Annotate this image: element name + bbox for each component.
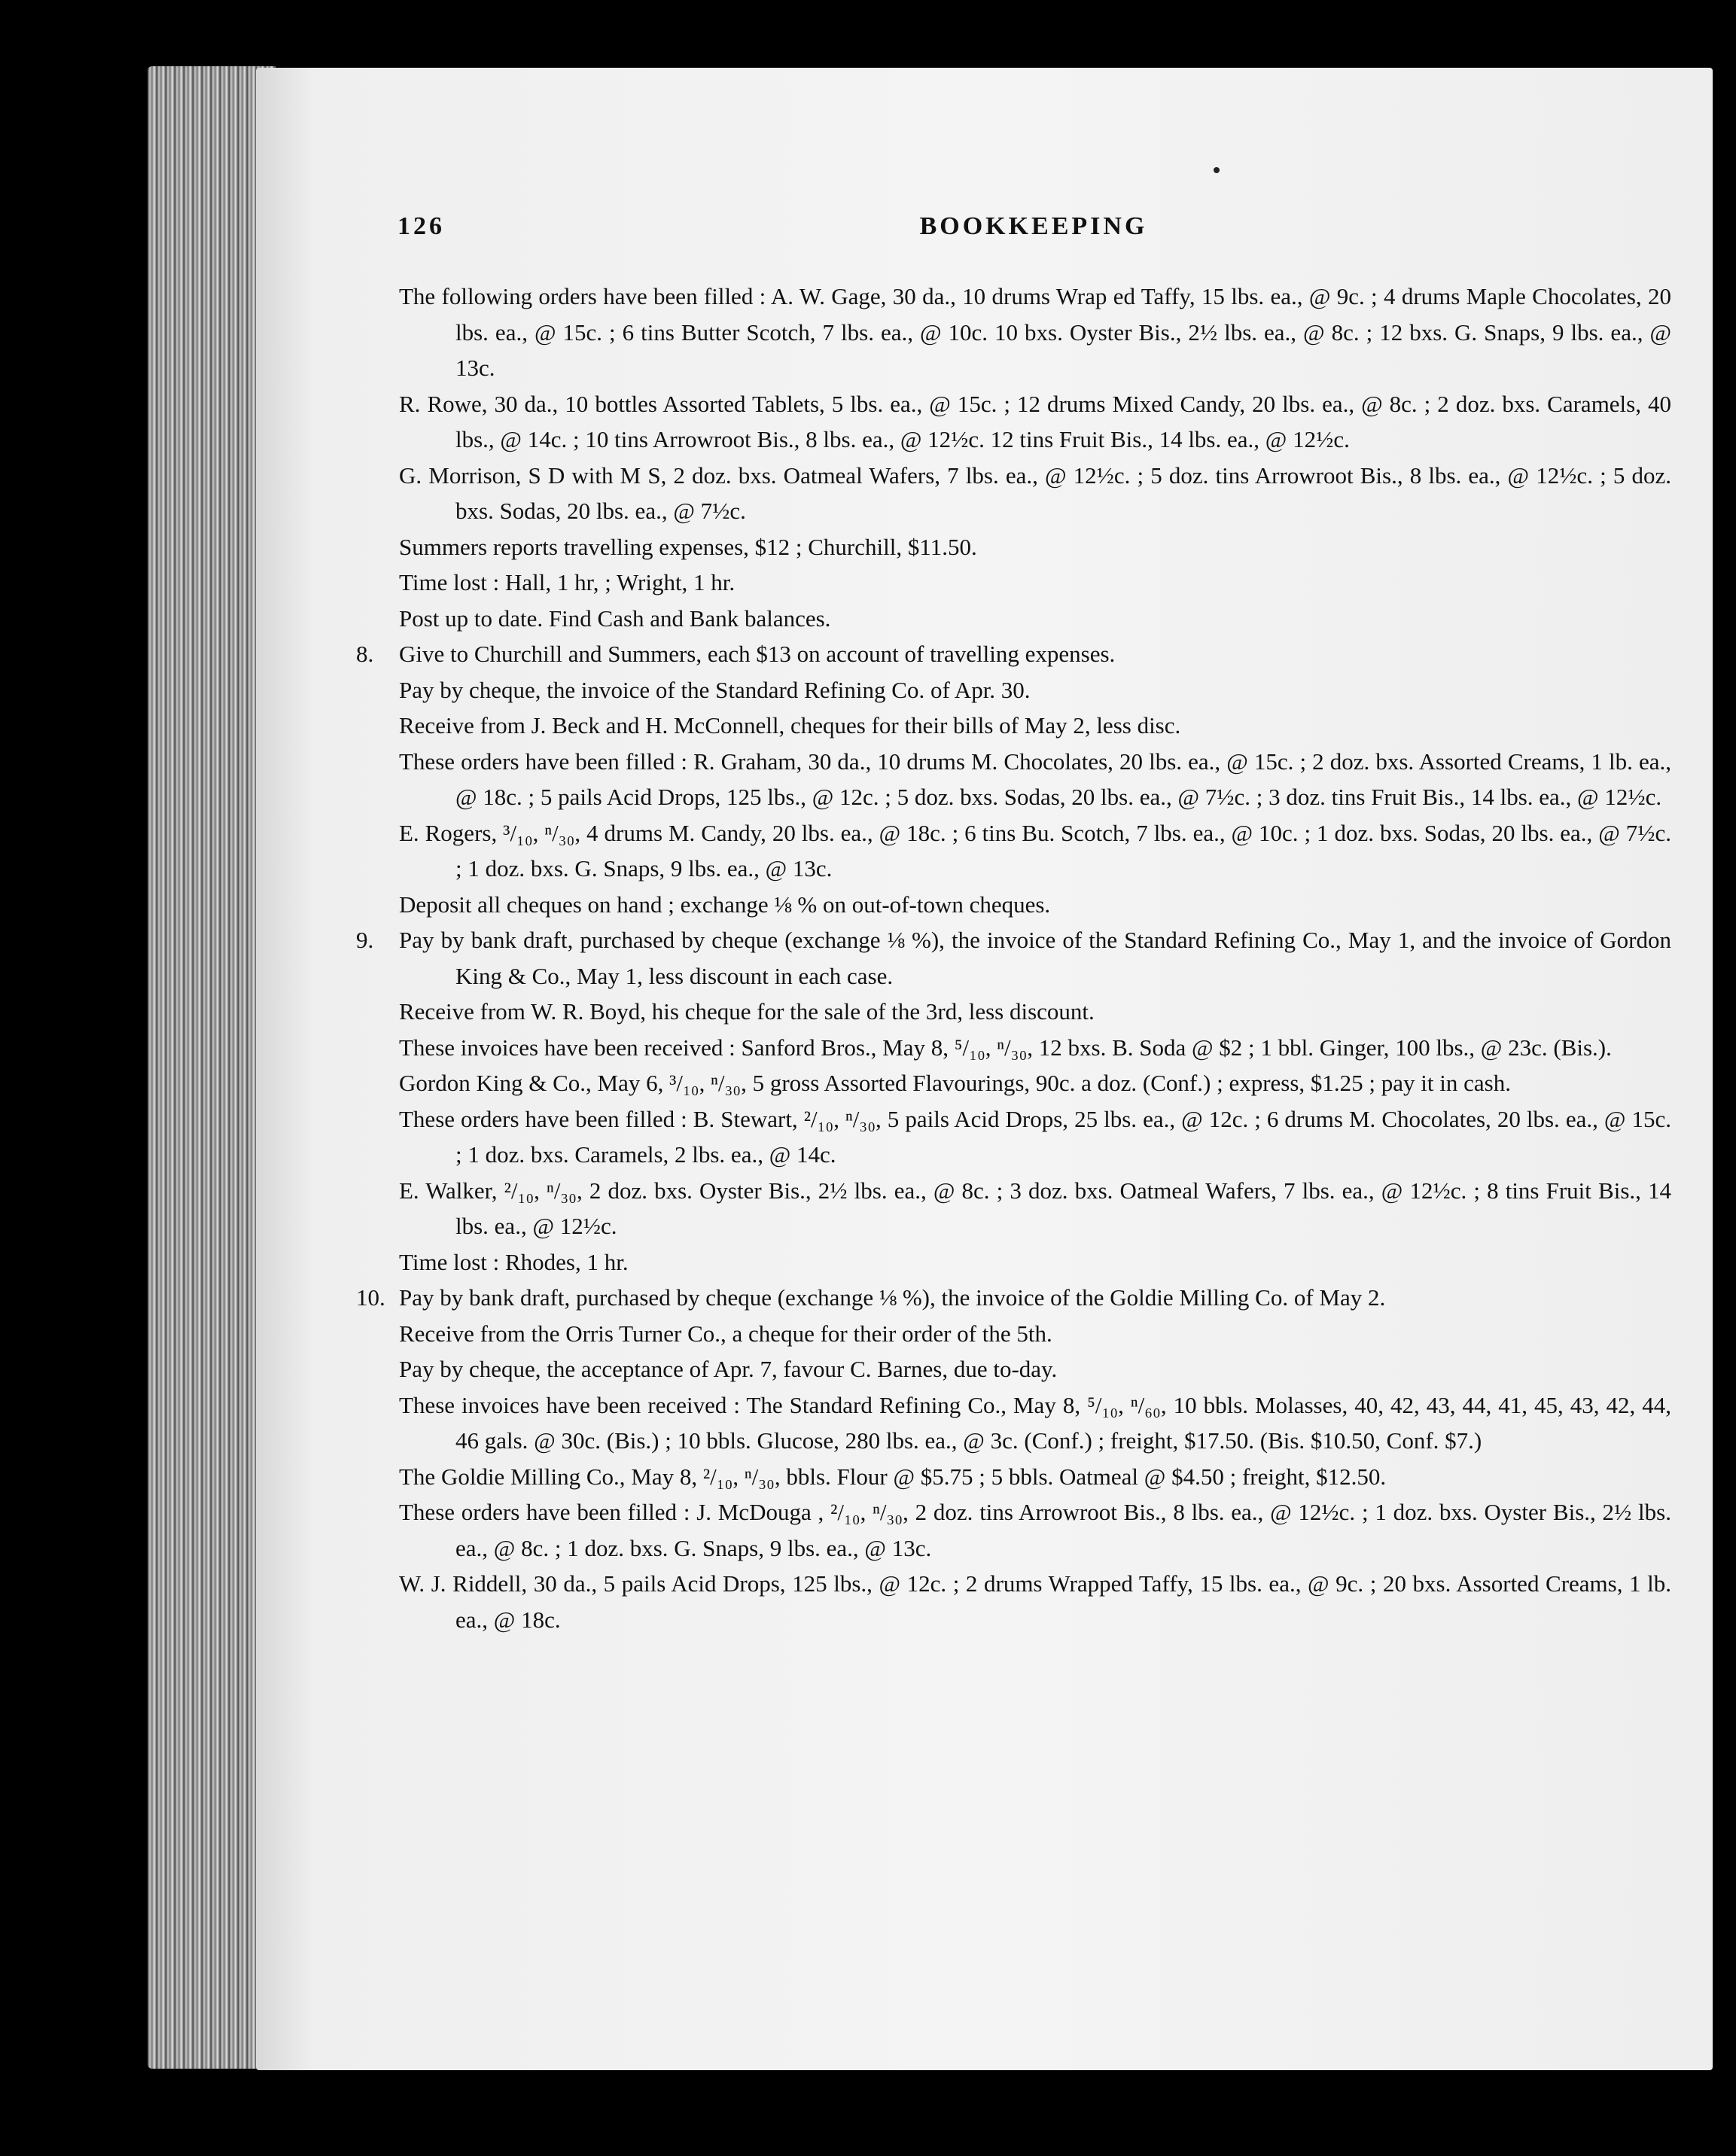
page-header <box>397 212 1670 250</box>
page-number: 126 <box>397 212 445 240</box>
entry-text: These orders have been filled : J. McDouga , ²/₁₀, ⁿ/₃₀, 2 doz. tins Arrowroot Bis., 8 lbs. ea., @ 12½c. ; 1 doz. bxs. Oyster Bis., 2½ lbs. ea., @ 8c. ; 1 doz. bxs. G. Snaps, 9 lbs. ea., @ 13c. <box>399 1499 1671 1561</box>
ledger-entry <box>356 636 1671 672</box>
entry-text: G. Morrison, S D with M S, 2 doz. bxs. Oatmeal Wafers, 7 lbs. ea., @ 12½c. ; 5 doz. tins Arrowroot Bis., 8 lbs. ea., @ 12½c. ; 5 doz. bxs. Sodas, 20 lbs. ea., @ 7½c. <box>399 461 1671 524</box>
entry-text: These invoices have been received : The Standard Refining Co., May 8, ⁵/₁₀, ⁿ/₆₀, 10 bbls. Molasses, 40, 42, 43, 44, 41, 45, 43, 42, 44, 46 gals. @ 30c. (Bis.) ; 10 bbls. Glucose, 280 lbs. ea., @ 3c. (Conf.) ; freight, $17.50. (Bis. $10.50, Conf. $7.) <box>399 1391 1671 1454</box>
entry-text: Deposit all cheques on hand ; exchange ⅛ % on out-of-town cheques. <box>399 891 1051 918</box>
ledger-entry <box>399 1387 1671 1459</box>
ink-speck <box>1214 167 1220 173</box>
entry-text: These orders have been filled : R. Graham, 30 da., 10 drums M. Chocolates, 20 lbs. ea., @ 15c. ; 2 doz. bxs. Assorted Creams, 1 lb. ea., @ 18c. ; 5 pails Acid Drops, 125 lbs., @ 12c. ; 5 doz. bxs. Sodas, 20 lbs. ea., @ 7½c. ; 3 doz. tins Fruit Bis., 14 lbs. ea., @ 12½c. <box>399 748 1671 810</box>
ledger-entry <box>399 1316 1671 1352</box>
ledger-entry <box>399 529 1671 565</box>
entry-day: 10. <box>356 1284 385 1311</box>
entry-text: Time lost : Rhodes, 1 hr. <box>399 1248 629 1275</box>
entry-text: E. Walker, ²/₁₀, ⁿ/₃₀, 2 doz. bxs. Oyster Bis., 2½ lbs. ea., @ 8c. ; 3 doz. bxs. Oatmeal Wafers, 7 lbs. ea., @ 12½c. ; 8 tins Fruit Bis., 14 lbs. ea., @ 12½c. <box>399 1177 1671 1239</box>
running-title: BOOKKEEPING <box>919 212 1148 240</box>
entry-text: R. Rowe, 30 da., 10 bottles Assorted Tablets, 5 lbs. ea., @ 15c. ; 12 drums Mixed Candy, 20 lbs. ea., @ 8c. ; 2 doz. bxs. Caramels, 40 lbs., @ 14c. ; 10 tins Arrowroot Bis., 8 lbs. ea., @ 12½c. 12 tins Fruit Bis., 14 lbs. ea., @ 12½c. <box>399 390 1671 452</box>
ledger-entry <box>399 1101 1671 1173</box>
ledger-entry <box>399 1244 1671 1281</box>
entry-text: The following orders have been filled : A. W. Gage, 30 da., 10 drums Wrap ed Taffy, 15 lbs. ea., @ 9c. ; 4 drums Maple Chocolates, 20 lbs. ea., @ 15c. ; 6 tins Butter Scotch, 7 lbs. ea., @ 10c. 10 bxs. Oyster Bis., 2½ lbs. ea., @ 8c. ; 12 bxs. G. Snaps, 9 lbs. ea., @ 13c. <box>399 283 1671 381</box>
entry-text: Pay by cheque, the acceptance of Apr. 7, favour C. Barnes, due to-day. <box>399 1356 1058 1382</box>
entry-text: Pay by bank draft, purchased by cheque (exchange ⅛ %), the invoice of the Goldie Milling Co. of May 2. <box>399 1284 1386 1311</box>
ledger-entry <box>399 565 1671 601</box>
entry-text: The Goldie Milling Co., May 8, ²/₁₀, ⁿ/₃₀, bbls. Flour @ $5.75 ; 5 bbls. Oatmeal @ $4.50 ; freight, $12.50. <box>399 1463 1387 1490</box>
entry-text: Receive from J. Beck and H. McConnell, cheques for their bills of May 2, less disc. <box>399 712 1181 738</box>
entry-text: W. J. Riddell, 30 da., 5 pails Acid Drops, 125 lbs., @ 12c. ; 2 drums Wrapped Taffy, 15 lbs. ea., @ 9c. ; 20 bxs. Assorted Creams, 1 lb. ea., @ 18c. <box>399 1570 1671 1633</box>
ledger-entry <box>356 922 1671 994</box>
ledger-entry <box>399 386 1671 458</box>
entry-text: Pay by cheque, the invoice of the Standard Refining Co. of Apr. 30. <box>399 676 1031 703</box>
entry-text: These invoices have been received : Sanford Bros., May 8, ⁵/₁₀, ⁿ/₃₀, 12 bxs. B. Soda @ $2 ; 1 bbl. Ginger, 100 lbs., @ 23c. (Bis.). <box>399 1034 1612 1061</box>
ledger-entry <box>399 279 1671 386</box>
ledger-entries <box>356 279 1671 1637</box>
entry-text: Give to Churchill and Summers, each $13 on account of travelling expenses. <box>399 641 1116 667</box>
ledger-entry <box>399 601 1671 637</box>
entry-text: Pay by bank draft, purchased by cheque (exchange ⅛ %), the invoice of the Standard Refining Co., May 1, and the invoice of Gordon King & Co., May 1, less discount in each case. <box>399 927 1671 989</box>
ledger-entry <box>399 744 1671 815</box>
ledger-entry <box>399 1173 1671 1244</box>
entry-day: 8. <box>356 641 374 667</box>
ledger-entry <box>356 1280 1671 1316</box>
entry-text: Post up to date. Find Cash and Bank balances. <box>399 604 831 632</box>
entry-day: 9. <box>356 927 374 953</box>
entry-text: Summers reports travelling expenses, $12 ; Churchill, $11.50. <box>399 533 977 560</box>
ledger-entry <box>399 672 1671 708</box>
ledger-entry <box>399 458 1671 529</box>
ledger-entry <box>399 1566 1671 1637</box>
ledger-entry <box>399 887 1671 923</box>
ledger-entry <box>399 1494 1671 1566</box>
entry-text: E. Rogers, ³/₁₀, ⁿ/₃₀, 4 drums M. Candy, 20 lbs. ea., @ 18c. ; 6 tins Bu. Scotch, 7 lbs. ea., @ 10c. ; 1 doz. bxs. Sodas, 20 lbs. ea., @ 7½c. ; 1 doz. bxs. G. Snaps, 9 lbs. ea., @ 13c. <box>399 819 1671 882</box>
ledger-entry <box>399 1351 1671 1387</box>
ledger-entry <box>399 708 1671 744</box>
entry-text: Receive from the Orris Turner Co., a cheque for their order of the 5th. <box>399 1320 1052 1347</box>
ledger-entry <box>399 1459 1671 1495</box>
ledger-entry <box>399 1030 1671 1066</box>
entry-text: Receive from W. R. Boyd, his cheque for the sale of the 3rd, less discount. <box>399 998 1095 1025</box>
ledger-entry <box>399 815 1671 887</box>
ledger-entry <box>399 994 1671 1030</box>
entry-text: Gordon King & Co., May 6, ³/₁₀, ⁿ/₃₀, 5 gross Assorted Flavourings, 90c. a doz. (Conf.) ; express, $1.25 ; pay it in cash. <box>399 1070 1511 1096</box>
entry-text: Time lost : Hall, 1 hr, ; Wright, 1 hr. <box>399 569 736 595</box>
entry-text: These orders have been filled : B. Stewart, ²/₁₀, ⁿ/₃₀, 5 pails Acid Drops, 25 lbs. ea., @ 12c. ; 6 drums M. Chocolates, 20 lbs. ea., @ 15c. ; 1 doz. bxs. Caramels, 2 lbs. ea., @ 14c. <box>399 1105 1671 1168</box>
ledger-entry <box>399 1065 1671 1101</box>
